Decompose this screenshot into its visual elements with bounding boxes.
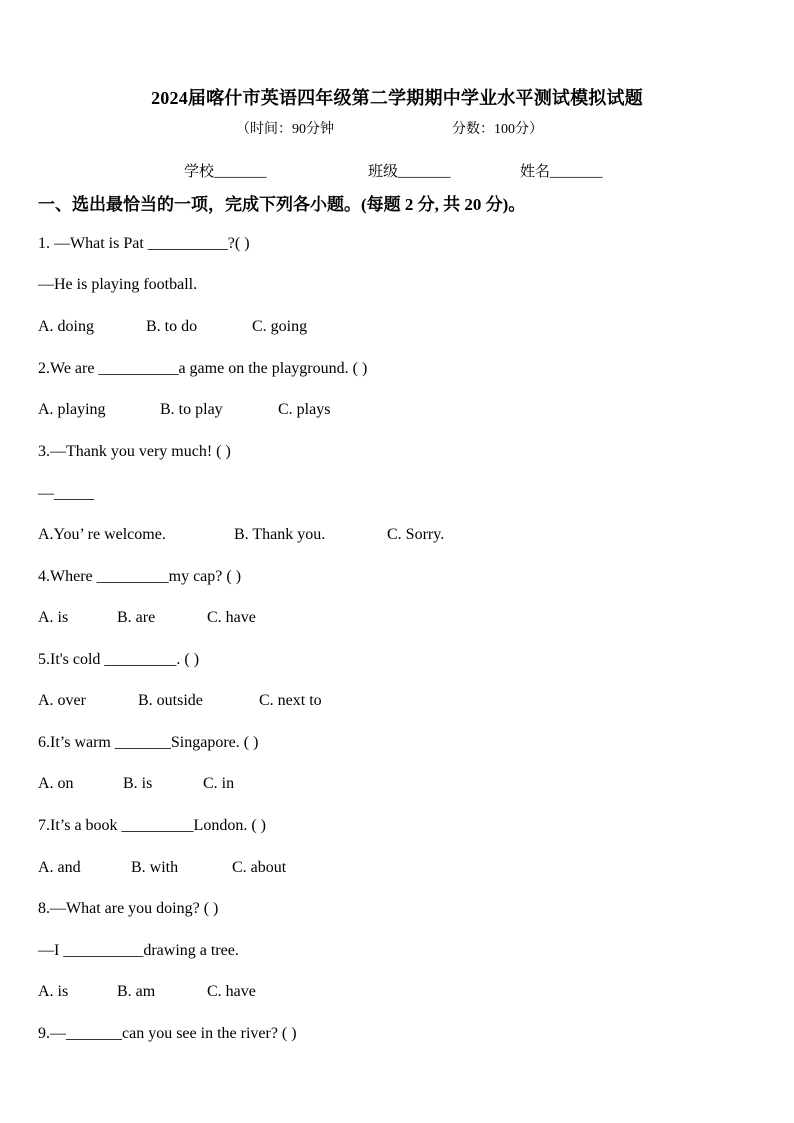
option-a[interactable]: A.You’ re welcome.: [38, 526, 166, 543]
question-1-stem: 1. —What is Pat __________?( ): [38, 235, 250, 252]
question-1-options: [38, 317, 307, 337]
exam-score: 分数：100分）: [452, 122, 543, 137]
option-a[interactable]: A. doing: [38, 318, 94, 335]
page-title: 2024届喀什市英语四年级第二学期期中学业水平测试模拟试题: [151, 88, 643, 108]
option-c[interactable]: C. going: [252, 318, 308, 335]
option-c[interactable]: C. in: [203, 775, 235, 792]
question-2-stem: 2.We are __________a game on the playground. ( ): [38, 360, 368, 377]
option-c[interactable]: C. Sorry.: [387, 526, 445, 543]
option-a[interactable]: A. on: [38, 775, 74, 792]
option-b[interactable]: B. am: [117, 983, 156, 1000]
question-8-answer-line: —I __________drawing a tree.: [38, 942, 239, 959]
section-heading: 一、选出最恰当的一项，完成下列各小题。(每题 2 分, 共 20 分)。: [38, 195, 526, 214]
option-a[interactable]: A. and: [38, 859, 81, 876]
option-b[interactable]: B. are: [117, 609, 156, 626]
option-c[interactable]: C. about: [232, 859, 287, 876]
question-8-stem: 8.—What are you doing? ( ): [38, 900, 219, 917]
option-a[interactable]: A. is: [38, 983, 69, 1000]
question-6-stem: 6.It’s warm _______Singapore. ( ): [38, 734, 259, 751]
option-c[interactable]: C. have: [207, 609, 256, 626]
option-b[interactable]: B. outside: [138, 692, 203, 709]
option-b[interactable]: B. to do: [146, 318, 198, 335]
exam-time: （时间：90分钟: [236, 122, 334, 137]
question-2-options: [38, 400, 330, 420]
option-a[interactable]: A. is: [38, 609, 69, 626]
school-field: 学校_______: [184, 164, 267, 180]
option-a[interactable]: A. over: [38, 692, 86, 709]
option-b[interactable]: B. Thank you.: [234, 526, 326, 543]
question-7-options: [38, 858, 286, 878]
question-4-stem: 4.Where _________my cap? ( ): [38, 568, 242, 585]
option-c[interactable]: C. have: [207, 983, 256, 1000]
question-7-stem: 7.It’s a book _________London. ( ): [38, 817, 266, 834]
question-3-stem: 3.—Thank you very much! ( ): [38, 443, 231, 460]
option-b[interactable]: B. to play: [160, 401, 223, 418]
question-4-options: [38, 608, 256, 628]
question-8-options: [38, 982, 256, 1002]
question-9-stem: 9.—_______can you see in the river? ( ): [38, 1025, 297, 1042]
question-3-answer-line: —_____: [38, 485, 94, 502]
class-field: 班级_______: [368, 164, 451, 180]
name-field: 姓名_______: [520, 164, 603, 180]
option-c[interactable]: C. plays: [278, 401, 331, 418]
option-b[interactable]: B. with: [131, 859, 179, 876]
question-3-options: [38, 525, 444, 545]
question-6-options: [38, 774, 234, 794]
question-5-options: [38, 691, 322, 711]
option-b[interactable]: B. is: [123, 775, 153, 792]
option-a[interactable]: A. playing: [38, 401, 106, 418]
question-5-stem: 5.It's cold _________. ( ): [38, 651, 200, 668]
option-c[interactable]: C. next to: [259, 692, 322, 709]
question-1-answer-line: —He is playing football.: [38, 276, 198, 293]
